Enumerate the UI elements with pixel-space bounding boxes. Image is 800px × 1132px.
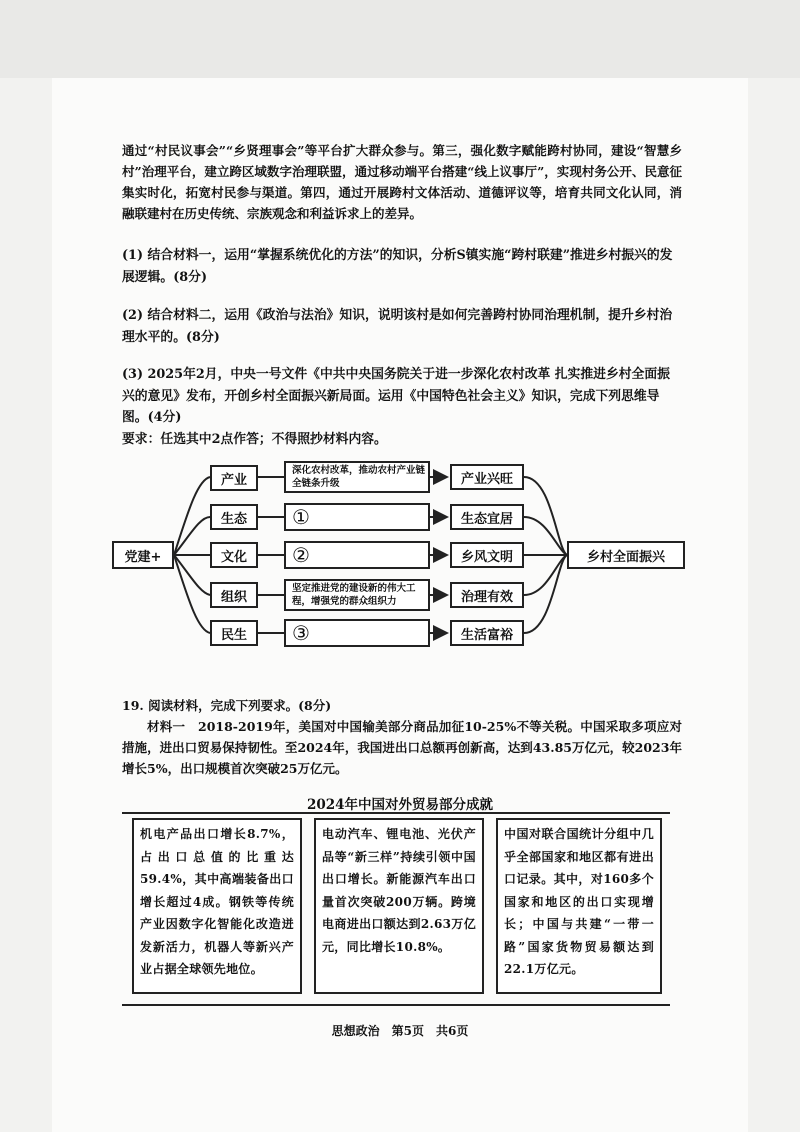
mind-map-left-4: 组织 (210, 582, 258, 608)
question-1: (1) 结合材料一，运用“掌握系统优化的方法”的知识，分析S镇实施“跨村联建”推进乡村振兴的发展逻辑。(8分) (122, 248, 673, 285)
achievement-card-3: 中国对联合国统计分组中几乎全部国家和地区都有进出口记录。其中，对160多个国家和地区的出口实现增长；中国与共建“一带一路”国家货物贸易额达到22.1万亿元。 (496, 818, 662, 994)
mind-map-root: 党建+ (112, 541, 174, 569)
mind-map-right-3: 乡风文明 (450, 542, 524, 568)
achievement-card-1: 机电产品出口增长8.7%，占出口总值的比重达59.4%，其中高端装备出口增长超过4成。钢铁等传统产业因数字化智能化改造迸发新活力，机器人等新兴产业占据全球领先地位。 (132, 818, 302, 994)
table-title: 2024年中国对外贸易部分成就 (306, 797, 494, 813)
mind-map-left-2: 生态 (210, 504, 258, 530)
mind-map-right-1: 产业兴旺 (450, 464, 524, 490)
question-3: (3) 2025年2月，中央一号文件《中共中央国务院关于进一步深化农村改革 扎实推进乡村全面振兴的意见》发布，开创乡村全面振兴新局面。运用《中国特色社会主义》知识，完成下列思维导图。(4分) (122, 367, 670, 425)
q19-material-1: 材料一 2018-2019年，美国对中国输美部分商品加征10-25%不等关税。中国采取多项应对措施，进出口贸易保持韧性。至2024年，我国进出口总额再创新高，达到43.85万亿元，较2023年增长5%，出口规模首次突破25万亿元。 (122, 719, 682, 776)
mind-map-goal: 乡村全面振兴 (567, 541, 685, 569)
mind-map-blank-3: ③ (284, 619, 430, 647)
mind-map-right-4: 治理有效 (450, 582, 524, 608)
mind-map-right-5: 生活富裕 (450, 620, 524, 646)
mind-map-left-5: 民生 (210, 620, 258, 646)
q19-header: 19. 阅读材料，完成下列要求。(8分) (122, 698, 332, 713)
mind-map-middle-1: 深化农村改革，推动农村产业链全链条升级 (284, 461, 430, 493)
mind-map-right-2: 生态宜居 (450, 504, 524, 530)
mind-map-left-1: 产业 (210, 465, 258, 491)
material-continuation: 通过“村民议事会”“乡贤理事会”等平台扩大群众参与。第三，强化数字赋能跨村协同，建设“智慧乡村”治理平台，建立跨区域数字治理联盟，通过移动端平台搭建“线上议事厅”，实现村务公开、民意征集实时化，拓宽村民参与渠道。第四，通过开展跨村文体活动、道德评议等，培育共同文化认同，消融联建村在历史传统、宗族观念和利益诉求上的差异。 (122, 143, 682, 221)
question-2: (2) 结合材料二，运用《政治与法治》知识，说明该村是如何完善跨村协同治理机制，提升乡村治理水平的。(8分) (122, 308, 673, 345)
page-footer: 思想政治 第5页 共6页 (331, 1024, 469, 1038)
mind-map-blank-2: ② (284, 541, 430, 569)
mind-map-left-3: 文化 (210, 542, 258, 568)
achievement-card-2: 电动汽车、锂电池、光伏产品等“新三样”持续引领中国出口增长。新能源汽车出口量首次突破200万辆。跨境电商进出口额达到2.63万亿元，同比增长10.8%。 (314, 818, 484, 994)
scan-top-band (0, 0, 800, 78)
requirement: 要求：任选其中2点作答；不得照抄材料内容。 (122, 432, 387, 447)
mind-map-middle-4: 坚定推进党的建设新的伟大工程，增强党的群众组织力 (284, 579, 430, 611)
mind-map-blank-1: ① (284, 503, 430, 531)
mind-map (112, 455, 692, 655)
